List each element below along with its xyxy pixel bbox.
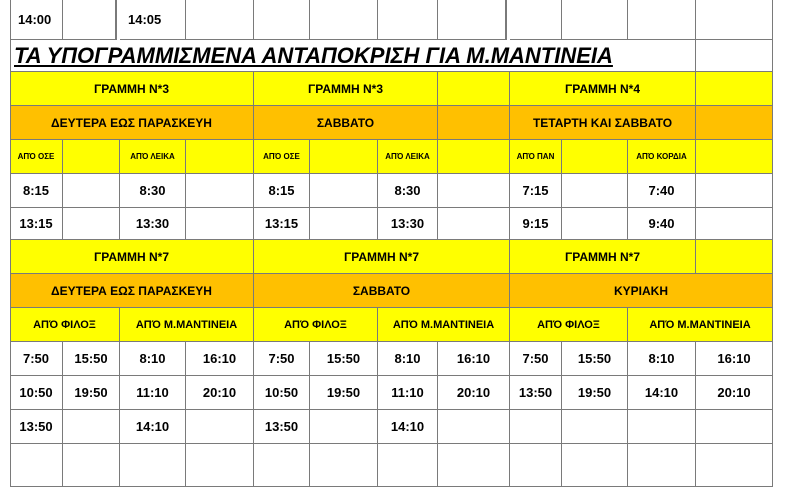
cell-empty	[696, 0, 773, 40]
cell-empty	[63, 444, 120, 487]
time-cell: 11:10	[378, 376, 438, 410]
from-header: ΑΠΌ ΛΕΙΚΑ	[120, 140, 186, 174]
line-header-1: ΓΡΑΜΜΗ Ν*3	[10, 72, 254, 106]
cell-empty	[63, 0, 116, 40]
cell-empty	[186, 140, 254, 174]
time-cell	[310, 410, 378, 444]
time-cell: 8:10	[378, 342, 438, 376]
day-header-6: ΚΥΡΙΑΚΗ	[510, 274, 773, 308]
cell-empty	[120, 444, 186, 487]
cell-empty	[438, 72, 510, 106]
cell-empty	[510, 0, 562, 40]
time-cell: 8:30	[378, 174, 438, 208]
time-cell: 8:10	[628, 342, 696, 376]
cell-empty	[696, 72, 773, 106]
cell-empty	[310, 140, 378, 174]
cell-top-time-1: 14:00	[10, 0, 63, 40]
cell-empty	[562, 444, 628, 487]
from-header: ΑΠΌ ΟΣΕ	[254, 140, 310, 174]
time-cell	[510, 410, 562, 444]
line-header-5: ΓΡΑΜΜΗ Ν*7	[254, 240, 510, 274]
time-cell: 13:30	[120, 208, 186, 240]
time-cell: 16:10	[186, 342, 254, 376]
time-cell: 8:15	[10, 174, 63, 208]
time-cell: 8:15	[254, 174, 310, 208]
time-cell: 13:30	[378, 208, 438, 240]
cell-empty	[628, 0, 696, 40]
time-cell	[696, 410, 773, 444]
cell-empty	[310, 174, 378, 208]
time-cell: 14:10	[378, 410, 438, 444]
time-cell: 14:10	[628, 376, 696, 410]
cell-empty	[696, 174, 773, 208]
cell-empty	[510, 444, 562, 487]
cell-empty	[696, 240, 773, 274]
frame-line	[10, 0, 11, 487]
cell-empty	[696, 40, 773, 72]
time-cell: 13:50	[510, 376, 562, 410]
cell-empty	[438, 444, 510, 487]
from-header: ΑΠΌ ΦΙΛΟΞ	[254, 308, 378, 342]
cell-empty	[562, 0, 628, 40]
from-header: ΑΠΌ Μ.ΜΑΝΤΙΝΕΙΑ	[378, 308, 510, 342]
from-header: ΑΠΌ ΚΟΡΔΙΑ	[628, 140, 696, 174]
day-header-1: ΔΕΥΤΕΡΑ ΕΩΣ ΠΑΡΑΣΚΕΥΗ	[10, 106, 254, 140]
day-header-3: ΤΕΤΑΡΤΗ ΚΑΙ ΣΑΒΒΑΤΟ	[510, 106, 696, 140]
cell-empty	[562, 208, 628, 240]
day-header-5: ΣΑΒΒΑΤΟ	[254, 274, 510, 308]
cell-empty	[438, 174, 510, 208]
time-cell: 13:50	[254, 410, 310, 444]
cell-empty	[186, 444, 254, 487]
line-header-2: ΓΡΑΜΜΗ Ν*3	[254, 72, 438, 106]
time-cell: 9:15	[510, 208, 562, 240]
time-cell: 8:10	[120, 342, 186, 376]
time-cell: 14:10	[120, 410, 186, 444]
time-cell: 20:10	[696, 376, 773, 410]
cell-empty	[438, 140, 510, 174]
from-header: ΑΠΌ Μ.ΜΑΝΤΙΝΕΙΑ	[628, 308, 773, 342]
cell-empty	[628, 444, 696, 487]
cell-top-time-2: 14:05	[120, 0, 186, 40]
time-cell: 9:40	[628, 208, 696, 240]
time-cell: 11:10	[120, 376, 186, 410]
time-cell: 19:50	[63, 376, 120, 410]
cell-empty	[696, 208, 773, 240]
from-header: ΑΠΌ ΟΣΕ	[10, 140, 63, 174]
time-cell	[63, 410, 120, 444]
day-header-2: ΣΑΒΒΑΤΟ	[254, 106, 438, 140]
time-cell: 16:10	[696, 342, 773, 376]
cell-empty	[310, 444, 378, 487]
line-header-3: ΓΡΑΜΜΗ Ν*4	[510, 72, 696, 106]
cell-empty	[186, 0, 254, 40]
cell-empty	[310, 0, 378, 40]
from-header: ΑΠΌ ΦΙΛΟΞ	[510, 308, 628, 342]
time-cell: 15:50	[562, 342, 628, 376]
cell-empty	[562, 140, 628, 174]
from-header: ΑΠΌ ΠΑΝ	[510, 140, 562, 174]
time-cell: 13:15	[10, 208, 63, 240]
cell-empty	[438, 208, 510, 240]
time-cell: 7:15	[510, 174, 562, 208]
cell-empty	[378, 0, 438, 40]
time-cell: 15:50	[63, 342, 120, 376]
line-header-6: ΓΡΑΜΜΗ Ν*7	[510, 240, 696, 274]
cell-empty	[63, 140, 120, 174]
time-cell: 7:50	[254, 342, 310, 376]
cell-empty	[63, 174, 120, 208]
time-cell: 7:40	[628, 174, 696, 208]
time-cell: 13:15	[254, 208, 310, 240]
cell-empty	[310, 208, 378, 240]
time-cell: 8:30	[120, 174, 186, 208]
cell-empty	[186, 174, 254, 208]
cell-empty	[696, 140, 773, 174]
from-header: ΑΠΌ ΛΕΙΚΑ	[378, 140, 438, 174]
time-cell: 20:10	[438, 376, 510, 410]
cell-empty	[254, 0, 310, 40]
time-cell	[438, 410, 510, 444]
time-cell: 10:50	[254, 376, 310, 410]
title-row-border	[10, 40, 696, 72]
time-cell	[186, 410, 254, 444]
cell-empty	[63, 208, 120, 240]
cell-empty	[438, 0, 506, 40]
cell-empty	[562, 174, 628, 208]
time-cell: 19:50	[562, 376, 628, 410]
time-cell: 15:50	[310, 342, 378, 376]
cell-empty	[438, 106, 510, 140]
cell-empty	[254, 444, 310, 487]
time-cell: 20:10	[186, 376, 254, 410]
from-header: ΑΠΌ Μ.ΜΑΝΤΙΝΕΙΑ	[120, 308, 254, 342]
time-cell: 16:10	[438, 342, 510, 376]
time-cell: 7:50	[510, 342, 562, 376]
cell-empty	[186, 208, 254, 240]
time-cell: 19:50	[310, 376, 378, 410]
line-header-4: ΓΡΑΜΜΗ Ν*7	[10, 240, 254, 274]
day-header-4: ΔΕΥΤΕΡΑ ΕΩΣ ΠΑΡΑΣΚΕΥΗ	[10, 274, 254, 308]
frame-line	[506, 0, 507, 40]
time-cell: 7:50	[10, 342, 63, 376]
time-cell: 13:50	[10, 410, 63, 444]
page-title: ΤΑ ΥΠΟΓΡΑΜΜΙΣΜΕΝΑ ΑΝΤΑΠΟΚΡΙΣΗ ΓΙΑ Μ.ΜΑΝΤΙΝΕΙΑ	[14, 43, 613, 68]
cell-empty	[696, 444, 773, 487]
frame-line	[116, 0, 117, 40]
time-cell	[562, 410, 628, 444]
time-cell	[628, 410, 696, 444]
cell-empty	[696, 106, 773, 140]
time-cell: 10:50	[10, 376, 63, 410]
cell-empty	[10, 444, 63, 487]
from-header: ΑΠΌ ΦΙΛΟΞ	[10, 308, 120, 342]
cell-empty	[378, 444, 438, 487]
